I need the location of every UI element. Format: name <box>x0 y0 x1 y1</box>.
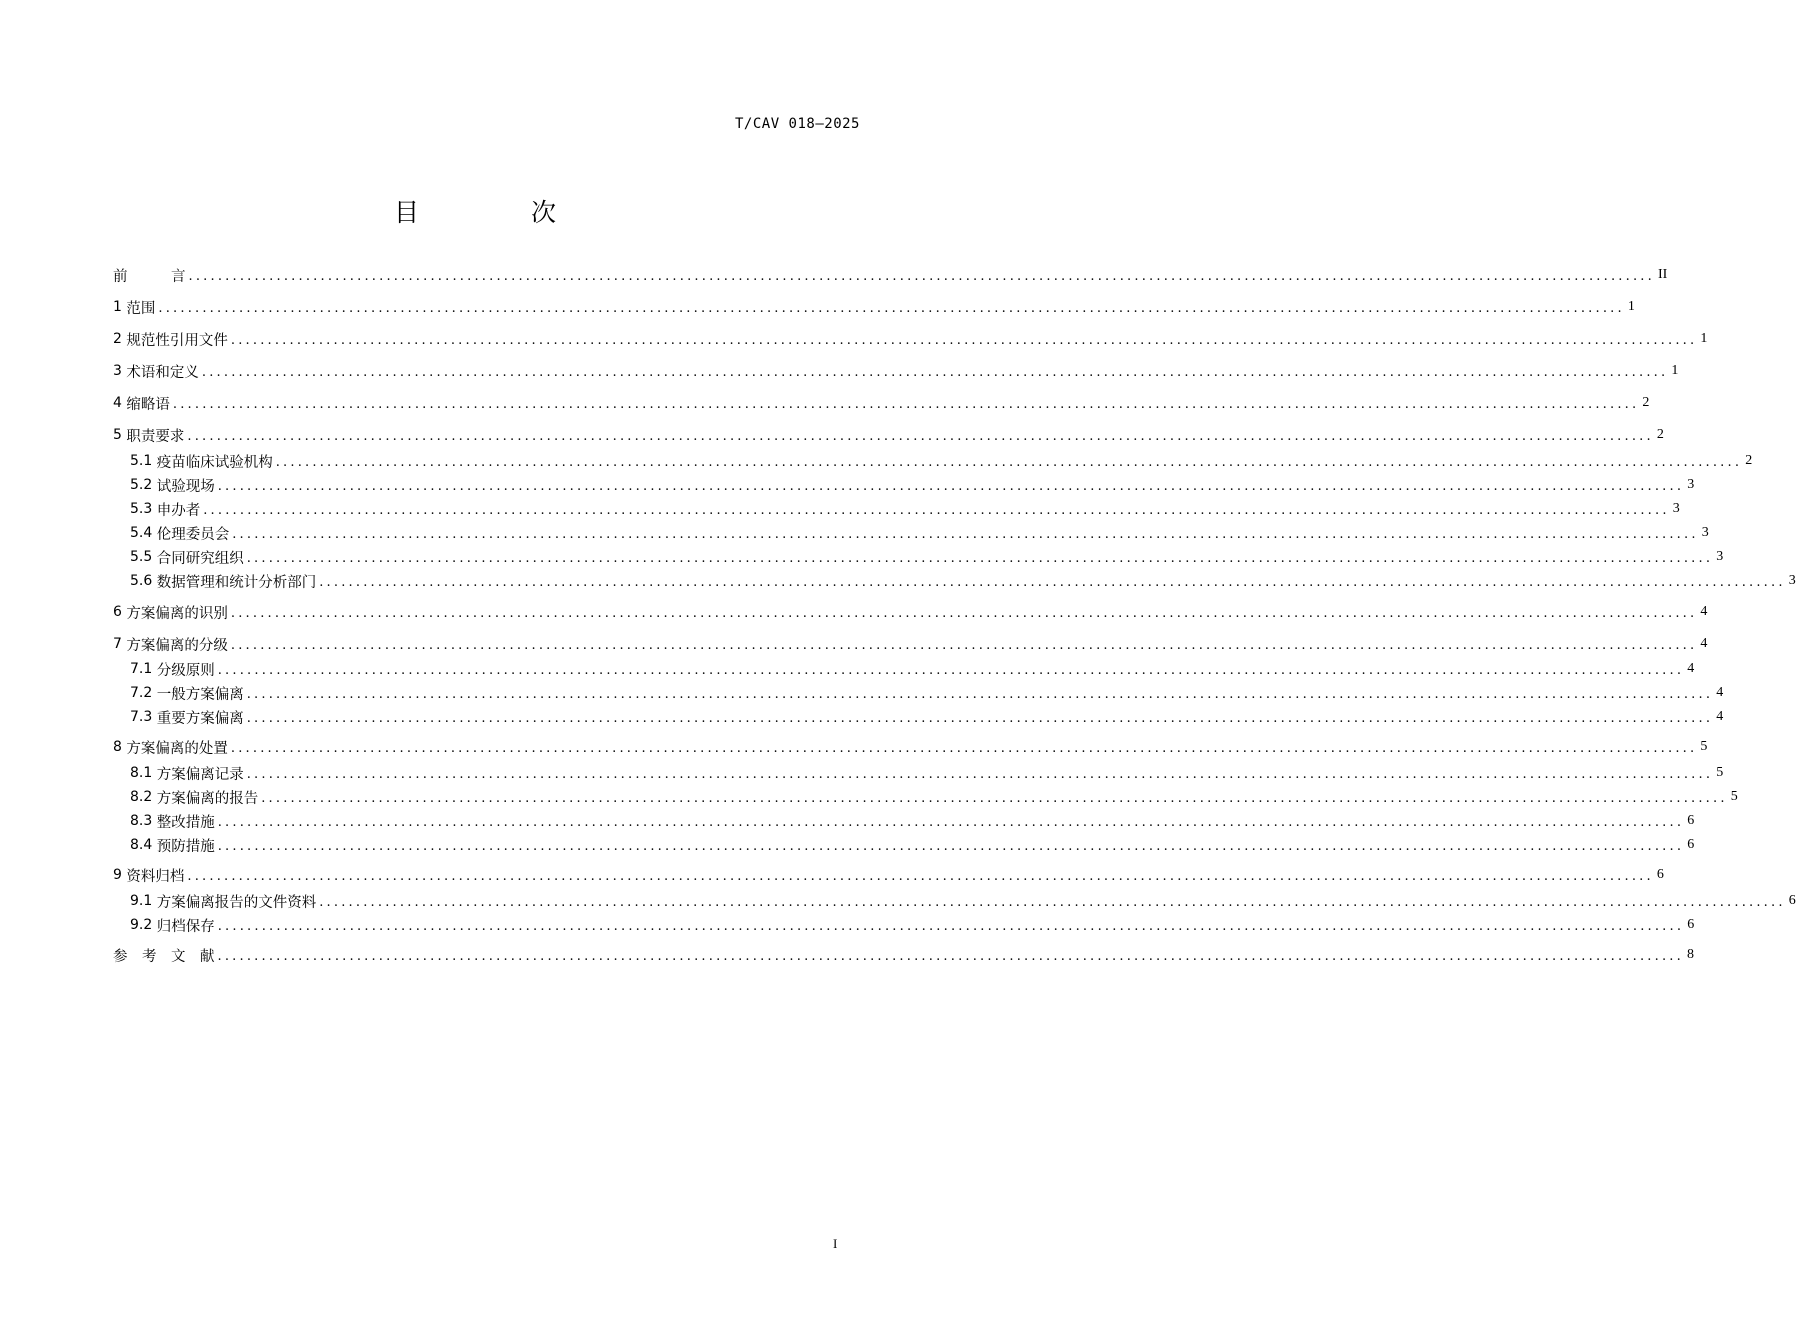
toc-entry-page: 1 <box>1627 299 1635 314</box>
toc-entry-page: 6 <box>1788 893 1796 908</box>
toc-entry-page: II <box>1657 267 1668 282</box>
toc-entry-label: 术语和定义 <box>126 364 199 381</box>
toc-entry-page: 4 <box>1716 709 1724 724</box>
toc-entry-page: 5 <box>1700 739 1708 754</box>
toc-subentry[interactable] <box>130 546 1724 568</box>
toc-entry-number: 2 <box>113 331 127 347</box>
toc-entry-label: 方案偏离的报告 <box>156 790 259 807</box>
toc-entry-number: 8.2 <box>130 789 157 805</box>
toc-entry-number: 4 <box>113 395 127 411</box>
toc-entry-page: 6 <box>1687 837 1695 852</box>
dot-leader: ........................................................................................................................................................................................................ <box>217 948 1684 964</box>
toc-entry[interactable] <box>113 360 1679 382</box>
toc-entry[interactable] <box>113 424 1664 446</box>
toc-subentry[interactable] <box>130 890 1796 912</box>
toc-entry-number: 5.4 <box>130 525 157 541</box>
toc-entry-label: 方案偏离报告的文件资料 <box>156 894 317 911</box>
toc-entry-page: 4 <box>1700 604 1708 619</box>
dot-leader: ........................................................................................................................................................................................................ <box>217 838 1685 854</box>
toc-subentry[interactable] <box>130 786 1738 808</box>
toc-entry-number: 8 <box>113 739 127 755</box>
dot-leader: ........................................................................................................................................................................................................ <box>246 710 1714 726</box>
toc-entry-label: 前 言 <box>113 268 186 285</box>
toc-entry[interactable] <box>113 944 1694 966</box>
dot-leader: ........................................................................................................................................................................................................ <box>158 300 1625 316</box>
toc-subentry[interactable] <box>130 474 1695 496</box>
toc-entry-label: 方案偏离的识别 <box>126 605 228 622</box>
toc-entry-page: 4 <box>1716 685 1724 700</box>
dot-leader: ........................................................................................................................................................................................................ <box>187 868 1654 884</box>
toc-entry-number: 7.3 <box>130 709 157 725</box>
dot-leader: ........................................................................................................................................................................................................ <box>172 396 1640 412</box>
toc-entry-label: 一般方案偏离 <box>156 686 244 703</box>
toc-entry-page: 2 <box>1745 453 1753 468</box>
toc-entry-page: 2 <box>1642 395 1650 410</box>
toc-entry-label: 范围 <box>126 300 156 317</box>
toc-subentry[interactable] <box>130 570 1796 592</box>
toc-title: 目 次 <box>394 198 608 227</box>
toc-subentry[interactable] <box>130 522 1709 544</box>
toc-entry-number: 9 <box>113 867 127 883</box>
toc-entry-label: 伦理委员会 <box>156 526 230 543</box>
dot-leader: ........................................................................................................................................................................................................ <box>201 364 1669 380</box>
toc-entry-number: 5.5 <box>130 549 157 565</box>
dot-leader: ........................................................................................................................................................................................................ <box>275 454 1743 470</box>
toc-entry[interactable] <box>113 736 1708 758</box>
toc-entry-label: 整改措施 <box>156 814 215 831</box>
toc-entry-label: 归档保存 <box>156 918 215 935</box>
toc-entry-number: 7.1 <box>130 661 157 677</box>
toc-entry-number: 5.1 <box>130 453 157 469</box>
toc-entry-label: 参 考 文 献 <box>113 948 215 965</box>
toc-entry-number: 8.4 <box>130 837 157 853</box>
toc-entry-page: 1 <box>1671 363 1679 378</box>
toc-entry[interactable] <box>113 328 1708 350</box>
toc-subentry[interactable] <box>130 706 1724 728</box>
dot-leader: ........................................................................................................................................................................................................ <box>246 550 1714 566</box>
dot-leader: ........................................................................................................................................................................................................ <box>319 894 1786 910</box>
toc-entry-label: 规范性引用文件 <box>126 332 228 349</box>
toc-subentry[interactable] <box>130 762 1724 784</box>
toc-entry-page: 3 <box>1687 477 1695 492</box>
toc-entry-number: 7.2 <box>130 685 157 701</box>
toc-entry-number: 8.3 <box>130 813 157 829</box>
toc-entry-number: 9.1 <box>130 893 157 909</box>
toc-entry-number: 6 <box>113 604 127 620</box>
toc-entry-label: 数据管理和统计分析部门 <box>156 574 317 591</box>
toc-entry-label: 申办者 <box>156 502 201 519</box>
dot-leader: ........................................................................................................................................................................................................ <box>203 502 1670 518</box>
dot-leader: ........................................................................................................................................................................................................ <box>230 740 1698 756</box>
toc-subentry[interactable] <box>130 498 1680 520</box>
toc-entry[interactable] <box>113 601 1708 623</box>
toc-entry-number: 5.6 <box>130 573 157 589</box>
toc-entry-label: 方案偏离的分级 <box>126 637 228 654</box>
dot-leader: ........................................................................................................................................................................................................ <box>230 637 1698 653</box>
page-number: I <box>833 1236 838 1251</box>
toc-entry-label: 方案偏离记录 <box>156 766 244 783</box>
dot-leader: ........................................................................................................................................................................................................ <box>230 605 1698 621</box>
toc-entry-page: 4 <box>1687 661 1695 676</box>
toc-entry-page: 5 <box>1730 789 1738 804</box>
toc-entry-label: 缩略语 <box>126 396 170 413</box>
toc-entry-page: 5 <box>1716 765 1724 780</box>
toc-entry-number: 3 <box>113 363 127 379</box>
dot-leader: ........................................................................................................................................................................................................ <box>232 526 1699 542</box>
toc-entry-number: 9.2 <box>130 917 157 933</box>
toc-entry[interactable] <box>113 296 1635 318</box>
toc-entry-page: 3 <box>1701 525 1709 540</box>
toc-entry-page: 3 <box>1788 573 1796 588</box>
toc-entry-number: 5.3 <box>130 501 157 517</box>
toc-entry-label: 分级原则 <box>156 662 215 679</box>
toc-entry-page: 4 <box>1700 636 1708 651</box>
toc-entry-label: 方案偏离的处置 <box>126 740 228 757</box>
toc-subentry[interactable] <box>130 658 1695 680</box>
toc-entry-number: 7 <box>113 636 127 652</box>
toc-subentry[interactable] <box>130 810 1695 832</box>
toc-subentry[interactable] <box>130 682 1724 704</box>
toc-entry-label: 预防措施 <box>156 838 215 855</box>
toc-entry-number: 5 <box>113 427 127 443</box>
toc-subentry[interactable] <box>130 834 1695 856</box>
toc-entry-label: 重要方案偏离 <box>156 710 244 727</box>
dot-leader: ........................................................................................................................................................................................................ <box>246 686 1714 702</box>
toc-entry[interactable] <box>113 392 1650 414</box>
dot-leader: ........................................................................................................................................................................................................ <box>319 574 1786 590</box>
dot-leader: ........................................................................................................................................................................................................ <box>217 918 1685 934</box>
dot-leader: ........................................................................................................................................................................................................ <box>246 766 1714 782</box>
toc-entry[interactable] <box>113 633 1708 655</box>
toc-entry-number: 1 <box>113 299 127 315</box>
toc-entry-page: 6 <box>1656 867 1664 882</box>
toc-entry-page: 6 <box>1687 813 1695 828</box>
toc-entry-page: 3 <box>1716 549 1724 564</box>
toc-entry-page: 3 <box>1672 501 1680 516</box>
dot-leader: ........................................................................................................................................................................................................ <box>217 814 1685 830</box>
toc-entry-label: 资料归档 <box>126 868 185 885</box>
toc-entry-number: 8.1 <box>130 765 157 781</box>
toc-entry-label: 疫苗临床试验机构 <box>156 454 273 471</box>
dot-leader: ........................................................................................................................................................................................................ <box>230 332 1698 348</box>
toc-entry-label: 合同研究组织 <box>156 550 244 567</box>
toc-subentry[interactable] <box>130 914 1695 936</box>
toc-entry-page: 6 <box>1687 917 1695 932</box>
toc-entry-page: 8 <box>1686 947 1694 962</box>
dot-leader: ........................................................................................................................................................................................................ <box>261 790 1728 806</box>
toc-subentry[interactable] <box>130 450 1753 472</box>
dot-leader: ........................................................................................................................................................................................................ <box>188 268 1655 284</box>
toc-entry-label: 职责要求 <box>126 428 185 445</box>
toc-entry-page: 1 <box>1700 331 1708 346</box>
dot-leader: ........................................................................................................................................................................................................ <box>217 478 1685 494</box>
toc-entry-label: 试验现场 <box>156 478 215 495</box>
toc-entry[interactable] <box>113 264 1668 286</box>
toc-entry[interactable] <box>113 864 1664 886</box>
standard-code: T/CAV 018—2025 <box>734 116 860 132</box>
toc-entry-number: 5.2 <box>130 477 157 493</box>
dot-leader: ........................................................................................................................................................................................................ <box>217 662 1685 678</box>
toc-entry-page: 2 <box>1656 427 1664 442</box>
dot-leader: ........................................................................................................................................................................................................ <box>187 428 1654 444</box>
